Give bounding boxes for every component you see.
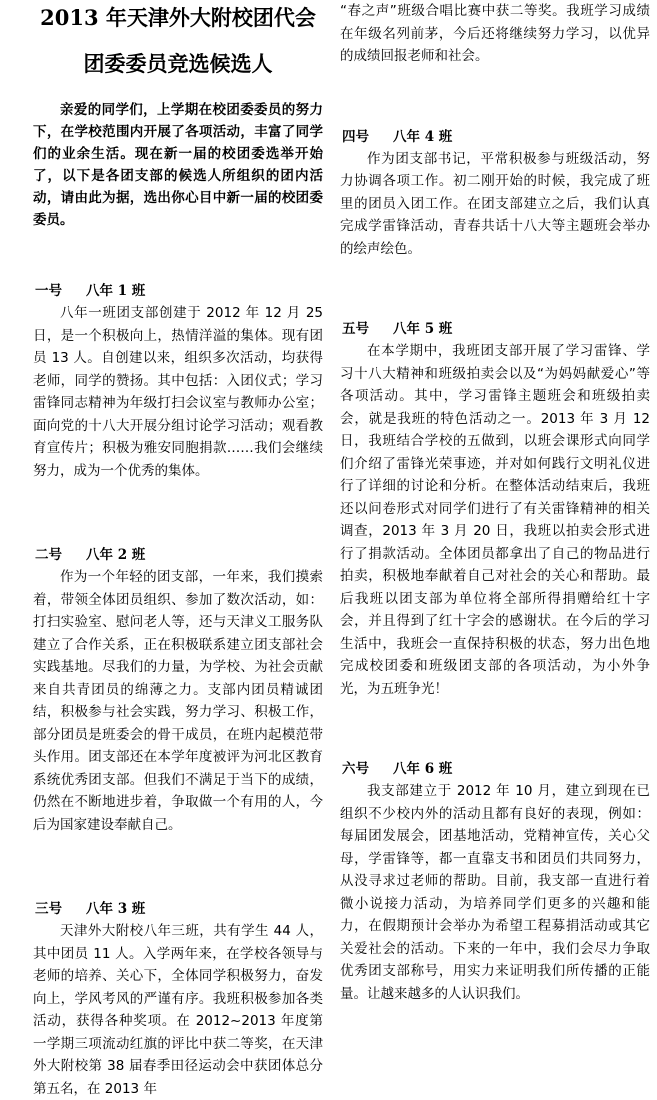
candidate-heading	[340, 318, 650, 340]
candidate-number: 六号	[342, 761, 369, 777]
candidate-number: 一号	[35, 283, 62, 299]
document-subtitle: 团委委员竞选候选人	[83, 51, 273, 76]
candidate-number: 二号	[35, 547, 62, 563]
intro-paragraph: 亲爱的同学们，上学期在校团委委员的努力下，在学校范围内开展了各项活动，丰富了同学们的业余生活。现在新一届的校团委选举开始了，以下是各团支部的候选人所组织的团内活动，请由此为据，选出你心目中新一届的校团委委员。	[33, 102, 323, 228]
left-column	[33, 0, 323, 1100]
candidate-entry-3	[33, 898, 323, 1100]
candidate-description: 我支部建立于 2012 年 10 月，建立到现在已组织不少校内外的活动且都有良好的表现，例如：每届团发展会，团基地活动，党精神宣传，关心父母，学雷锋等，都一直靠支书和团员们共同努力，从没寻求过老师的帮助。目前，我支部一直进行着微小说接力活动，为培养同学们更多的兴趣和能力，在假期预计会举办为希望工程募捐活动或其它关爱社会的活动。下来的一年中，我们会尽力争取优秀团支部称号，用实力来证明我们所传播的正能量。让越来越多的人认识我们。	[340, 783, 650, 1002]
candidate-heading	[33, 544, 323, 566]
candidate-entry-2	[33, 544, 323, 836]
candidate-class: 八年 6 班	[393, 761, 453, 777]
candidate-class: 八年 3 班	[86, 901, 146, 917]
candidate-entry-4	[340, 126, 650, 261]
candidate-class: 八年 2 班	[86, 547, 146, 563]
candidate-description: 八年一班团支部创建于 2012 年 12 月 25 日，是一个积极向上，热情洋溢的集体。现有团员 13 人。自创建以来，组织多次活动，均获得老师，同学的赞扬。其中包括：入团仪式；学习雷锋同志精神为年级打扫会议室与教师办公室；面向党的十八大开展分组讨论学习活动；观看教育宣传片；积极为雅安同胞捐款……我们会继续努力，成为一个优秀的集体。	[33, 305, 323, 479]
candidate-description: 在本学期中，我班团支部开展了学习雷锋、学习十八大精神和班级拍卖会以及“为妈妈献爱心”等各项活动。其中，学习雷锋主题班会和班级拍卖会，就是我班的特色活动之一。2013 年 3 月 12 日，我班结合学校的五做到，以班会课形式向同学们介绍了雷锋光荣事迹，并对如何践行文明礼仪进行了详细的讨论和分析。在整体活动结束后，我班还以问卷形式对同学们进行了有关雷锋精神的相关调查，2013 年 3 月 20 日，我班以拍卖会形式进行了捐款活动。全体团员都拿出了自己的物品进行拍卖，积极地奉献着自己对社会的关心和帮助。最后我班以团支部为单位将全部所得捐赠给红十字会，并且得到了红十字会的感谢状。在今后的学习生活中，我班会一直保持积极的状态，努力出色地完成校团委和班级团支部的各项活动，为小外争光，为五班争光！	[340, 343, 650, 697]
document-title: 2013 年天津外大附校团代会	[40, 5, 316, 30]
candidate-heading	[340, 126, 650, 148]
candidate-entry-1	[33, 280, 323, 482]
candidate-description-continued: “春之声”班级合唱比赛中获二等奖。我班学习成绩在年级名列前茅，今后还将继续努力学习，以优异的成绩回报老师和社会。	[340, 3, 650, 64]
candidate-number: 四号	[342, 128, 369, 145]
candidate-number: 五号	[342, 321, 369, 337]
candidate-description: 作为团支部书记，平常积极参与班级活动，努力协调各项工作。初二刚开始的时候，我完成了班里的团员入团工作。在团支部建立之后，我们认真完成学雷锋活动，青春共话十八大等主题班会举办的绘声绘色。	[340, 150, 650, 257]
candidate-class: 八年 4 班	[393, 128, 453, 145]
candidate-description: 作为一个年轻的团支部，一年来，我们摸索着，带领全体团员组织、参加了数次活动，如：打扫实验室、慰问老人等，还与天津义工服务队建立了合作关系，正在积极联系建立团支部社会实践基地。尽我们的力量，为学校、为社会贡献来自共青团员的绵薄之力。支部内团员精诚团结，积极参与社会实践，努力学习、积极工作，部分团员是班委会的骨干成员，在班内起模范带头作用。团支部还在本学年度被评为河北区教育系统优秀团支部。但我们不满足于当下的成绩，仍然在不断地进步着，争取做一个有用的人，今后为国家建设奉献自己。	[33, 569, 323, 833]
candidate-class: 八年 1 班	[86, 283, 146, 299]
candidate-heading	[33, 898, 323, 920]
candidate-description: 天津外大附校八年三班，共有学生 44 人，其中团员 11 人。入学两年来，在学校各领导与老师的培养、关心下，全体同学积极努力，奋发向上，学风考风的严谨有序。我班积极参加各类活动，获得各种奖项。在 2012~2013 年度第一学期三项流动红旗的评比中获二等奖，在天津外大附校第 38 届春季田径运动会中获团体总分第五名，在 2013 年	[33, 923, 323, 1097]
candidate-class: 八年 5 班	[393, 321, 453, 337]
candidate-heading	[340, 758, 650, 780]
candidate-heading	[33, 280, 323, 302]
candidate-entry-5	[340, 318, 650, 700]
right-column	[340, 0, 650, 1005]
candidate-number: 三号	[35, 901, 62, 917]
candidate-entry-6	[340, 758, 650, 1005]
